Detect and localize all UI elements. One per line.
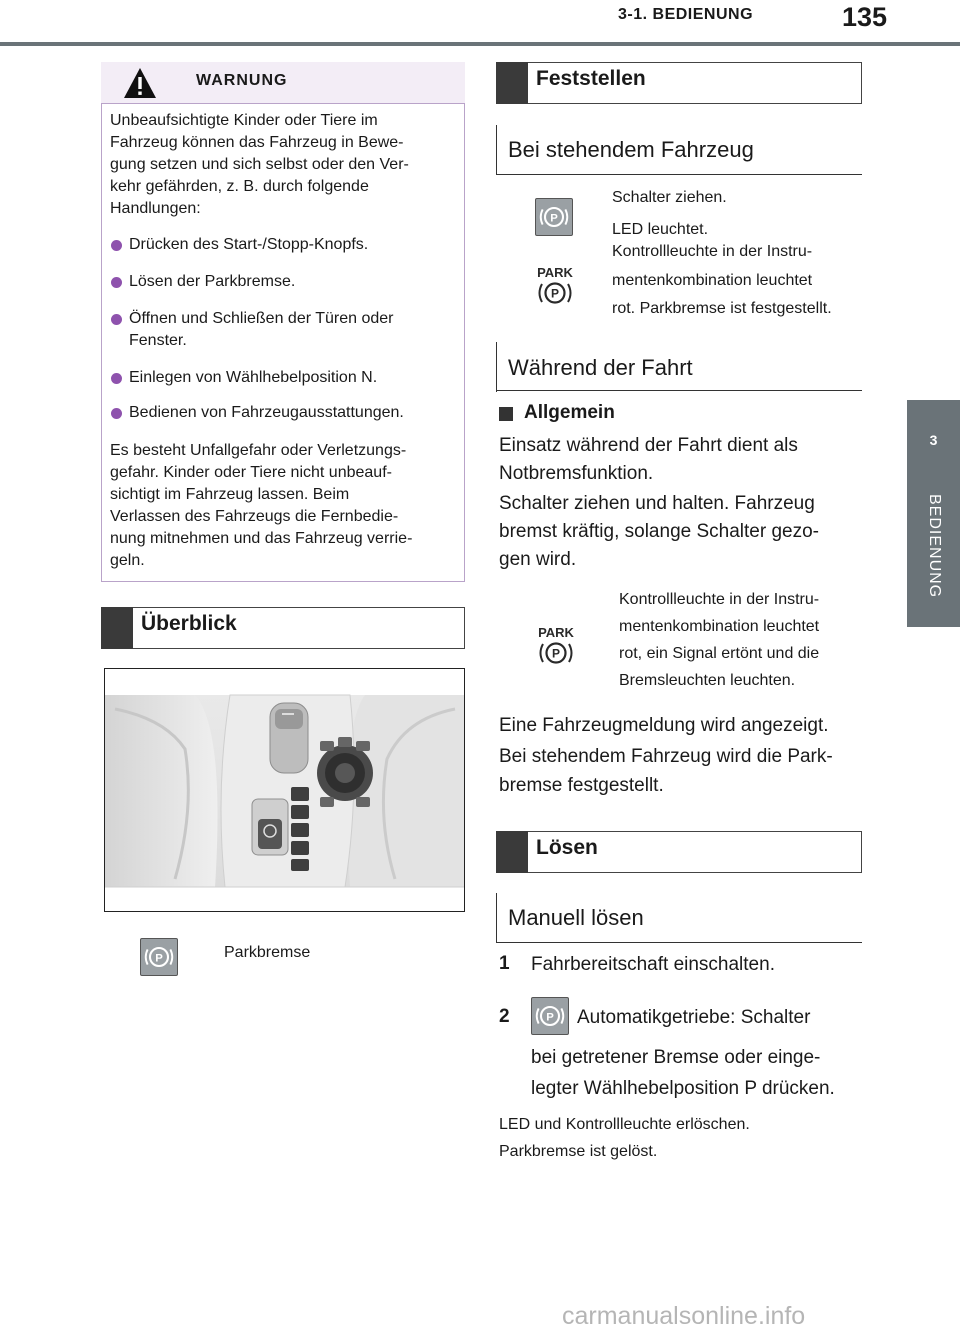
subheading-rule-left [496, 125, 497, 175]
bullet-dot [111, 240, 122, 251]
warning-outro-line: nung mitnehmen und das Fahrzeug verrie- [110, 530, 413, 547]
warning-bullet-item [129, 402, 459, 424]
heading-bar [496, 831, 528, 873]
driving-text-3: Eine Fahrzeugmeldung wird angezeigt. [499, 715, 829, 736]
text-line: Einsatz während der Fahrt dient als [499, 435, 798, 456]
warning-intro-line: kehr gefährden, z. B. durch folgende [110, 178, 369, 195]
driving-text-1 [499, 432, 879, 488]
subheading-rule [496, 942, 862, 943]
header-rule [0, 42, 960, 46]
bullet-dot [111, 314, 122, 325]
text-line: Notbremsfunktion. [499, 463, 654, 484]
text-line: Bei stehendem Fahrzeug wird die Park- [499, 746, 833, 767]
text-line: gen wird. [499, 549, 577, 570]
driving-text-2 [499, 490, 879, 574]
warning-outro-line: Verlassen des Fahrzeugs die Fernbedie- [110, 508, 399, 525]
center-console-image [104, 668, 465, 912]
overview-heading: Überblick [141, 612, 237, 635]
bullet-dot [111, 408, 122, 419]
warning-bullet-text: Bedienen von Fahrzeugausstattungen. [129, 404, 404, 421]
warning-bullet-item [129, 271, 459, 293]
warning-bullet-text: Fenster. [129, 332, 187, 349]
chapter-label: BEDIENUNG [926, 494, 943, 599]
warning-outro-line: geln. [110, 552, 145, 569]
subheading-rule [496, 390, 862, 391]
release-heading: Lösen [536, 836, 598, 859]
heading-bar [496, 62, 528, 104]
parking-brake-button-icon [535, 198, 573, 236]
text-line: Schalter ziehen und halten. Fahrzeug [499, 493, 815, 514]
warning-bullet-item [129, 234, 459, 256]
text-line: Parkbremse ist gelöst. [499, 1143, 658, 1160]
warning-outro-line: gefahr. Kinder oder Tiere nicht unbeauf- [110, 464, 392, 481]
legend-label: Parkbremse [224, 944, 311, 961]
text-line: Bremsleuchten leuchten. [619, 672, 796, 689]
warning-intro [110, 110, 455, 220]
warning-outro-line: Es besteht Unfallgefahr oder Verletzungs- [110, 442, 407, 459]
standing-step-2 [612, 219, 872, 323]
bullet-dot [111, 373, 122, 384]
step-number: 1 [499, 953, 510, 974]
warning-intro-line: Unbeaufsichtigte Kinder oder Tiere im [110, 112, 378, 129]
text-line: mentenkombination leuchtet [612, 272, 813, 289]
square-bullet [499, 407, 513, 421]
text-line: legter Wählhebelposition P drücken. [531, 1078, 835, 1099]
warning-bullet-item [129, 308, 459, 352]
warning-intro-line: Fahrzeug können das Fahrzeug in Bewe- [110, 134, 404, 151]
svg-text:PARK: PARK [537, 265, 573, 280]
warning-bullet-text: Einlegen von Wählhebelposition N. [129, 369, 378, 386]
release-step-2-rest [531, 1042, 891, 1104]
standing-step-1: Schalter ziehen. [612, 189, 727, 206]
warning-bullet-text: Lösen der Parkbremse. [129, 273, 296, 290]
driving-subheading: Während der Fahrt [508, 355, 693, 380]
text-line: mentenkombination leuchtet [619, 618, 820, 635]
warning-intro-line: Handlungen: [110, 200, 201, 217]
warning-outro [110, 440, 455, 572]
warning-outro-line: sichtigt im Fahrzeug lassen. Beim [110, 486, 350, 503]
bullet-dot [111, 277, 122, 288]
standing-subheading: Bei stehendem Fahrzeug [508, 137, 754, 162]
svg-text:P: P [550, 286, 560, 301]
svg-text:P: P [155, 952, 163, 965]
step-number: 2 [499, 1006, 510, 1027]
park-indicator-icon [534, 264, 576, 308]
release-result [499, 1111, 750, 1165]
text-line: rot. Parkbremse ist festgestellt. [612, 300, 832, 317]
warning-bullet-text: Öffnen und Schließen der Türen oder [129, 310, 394, 327]
park-indicator-icon [535, 624, 577, 668]
svg-text:P: P [546, 1011, 554, 1024]
manual-release-subheading: Manuell lösen [508, 905, 644, 930]
running-header-section: 3-1. BEDIENUNG [618, 6, 754, 23]
parking-brake-button-icon [140, 938, 178, 976]
watermark: carmanualsonline.info [562, 1302, 806, 1330]
text-line: bei getretener Bremse oder einge- [531, 1047, 821, 1068]
release-step-1: Fahrbereitschaft einschalten. [531, 954, 775, 975]
subheading-rule [496, 174, 862, 175]
text-line: Kontrollleuchte in der Instru- [619, 591, 820, 608]
svg-text:P: P [550, 212, 558, 225]
subheading-rule-left [496, 342, 497, 392]
text-line: bremse festgestellt. [499, 775, 664, 796]
driving-text-4 [499, 742, 879, 800]
warning-bullet-text: Drücken des Start-/Stopp-Knopfs. [129, 236, 369, 253]
text-line: rot, ein Signal ertönt und die [619, 645, 820, 662]
warning-intro-line: gung setzen und sich selbst oder den Ver- [110, 156, 409, 173]
svg-text:P: P [551, 646, 561, 661]
text-line: Kontrollleuchte in der Instru- [612, 243, 813, 260]
svg-text:PARK: PARK [538, 625, 574, 640]
text-line: LED leuchtet. [612, 221, 709, 238]
text-line: bremst kräftig, solange Schalter gezo- [499, 521, 819, 542]
warning-title: WARNUNG [196, 72, 288, 89]
general-heading: Allgemein [524, 402, 615, 423]
warning-bullet-item [129, 367, 459, 389]
text-line: LED und Kontrollleuchte erlöschen. [499, 1116, 750, 1133]
chapter-number: 3 [929, 432, 938, 448]
chapter-label-container [895, 494, 960, 604]
parking-brake-button-icon [531, 997, 569, 1035]
page-number: 135 [842, 2, 888, 32]
subheading-rule-left [496, 893, 497, 943]
apply-heading: Feststellen [536, 67, 646, 90]
release-step-2-line-1: Automatikgetriebe: Schalter [577, 1007, 811, 1028]
heading-bar [101, 607, 133, 649]
warning-triangle-icon [122, 66, 158, 100]
driving-indicator-text [619, 586, 869, 694]
